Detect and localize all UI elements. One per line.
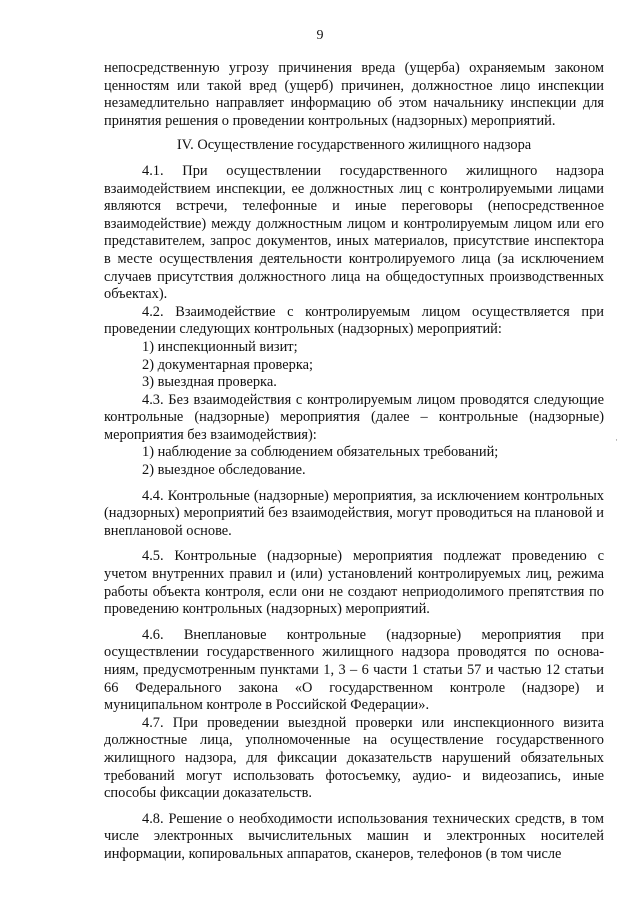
list-item: 1) инспекционный визит; [142,338,298,355]
list-item: 2) документарная проверка; [142,356,313,373]
paragraph-4-7: 4.7. При проведении выездной проверки или инспекционного визита должностные лица, уполномоченные на осуществление государственного жилищного надзора, для фиксации доказательств нарушений обязательных требований могут использовать фотосъемку, аудио- и видеозапись, иные способы фиксации доказательств. [104,714,604,802]
paragraph-4-4: 4.4. Контрольные (надзорные) мероприятия, за исключением контрольных (надзорных) мероприятий без взаимодействия, могут проводиться на плановой и внеплановой основе. [104,487,604,539]
page-number: 9 [316,28,324,43]
list-item: 3) выездная проверка. [142,374,277,391]
document-body [104,60,604,864]
list-item: 2) выездное обследование. [142,462,306,479]
paragraph-4-2: 4.2. Взаимодействие с контролируемым лицом осуществляется при проведении следующих контрольных (надзорных) мероприятий: [104,303,604,338]
scan-speck: · [615,435,618,445]
paragraph-4-1: 4.1. При осуществлении государственного жилищного надзора взаимодействием инспекции, ее должностных лиц с контролируемыми лицами являются встречи, телефонные и иные переговоры (непосредственное взаимодействие) между должностным лицом и контролируемым лицом или его представителем, запрос документов, иных материалов, присутствие инспектора в месте осуществления деятельности контролируемого лица (за исключением случаев присутствия должностного лица на общедоступных производственных объектах). [104,162,604,303]
paragraph-4-3: 4.3. Без взаимодействия с контролируемым лицом проводятся следующие контрольные (надзорные) мероприятия (далее – контрольные (надзорные) мероприятия без взаимодействия): [104,391,604,443]
paragraph-4-5: 4.5. Контрольные (надзорные) мероприятия подлежат проведению с учетом внутренних правил и (или) установлений контролируемых лиц, режима работы объекта контроля, если они не создают неприодолимого препятствия по проведению контрольных (надзорных) мероприятий. [104,548,604,618]
section-heading: IV. Осуществление государственного жилищного надзора [176,137,532,154]
paragraph-4-8: 4.8. Решение о необходимости использования технических средств, в том числе электронных вычислительных машин и электронных носителей информации, копировальных аппаратов, сканеров, телефонов (в том числе [104,810,604,862]
intro-paragraph: непосредственную угрозу причинения вреда (ущерба) охраняемым законом ценностям или такой вред (ущерб) причинен, должностное лицо инспекции незамедлительно направляет информацию об этом начальнику инспекции для принятия решения о проведении контрольных (надзорных) мероприятий. [104,60,604,129]
paragraph-4-6: 4.6. Внеплановые контрольные (надзорные) мероприятия при осуществлении государственного жилищного надзора проводятся по основаниям, предусмотренным пунктами 1, 3 – 6 части 1 статьи 57 и частью 12 статьи 66 Федерального закона «О государственном контроле (надзоре) и муниципальном контроле в Российской Федерации». [104,626,604,714]
list-item: 1) наблюдение за соблюдением обязательных требований; [142,444,499,461]
